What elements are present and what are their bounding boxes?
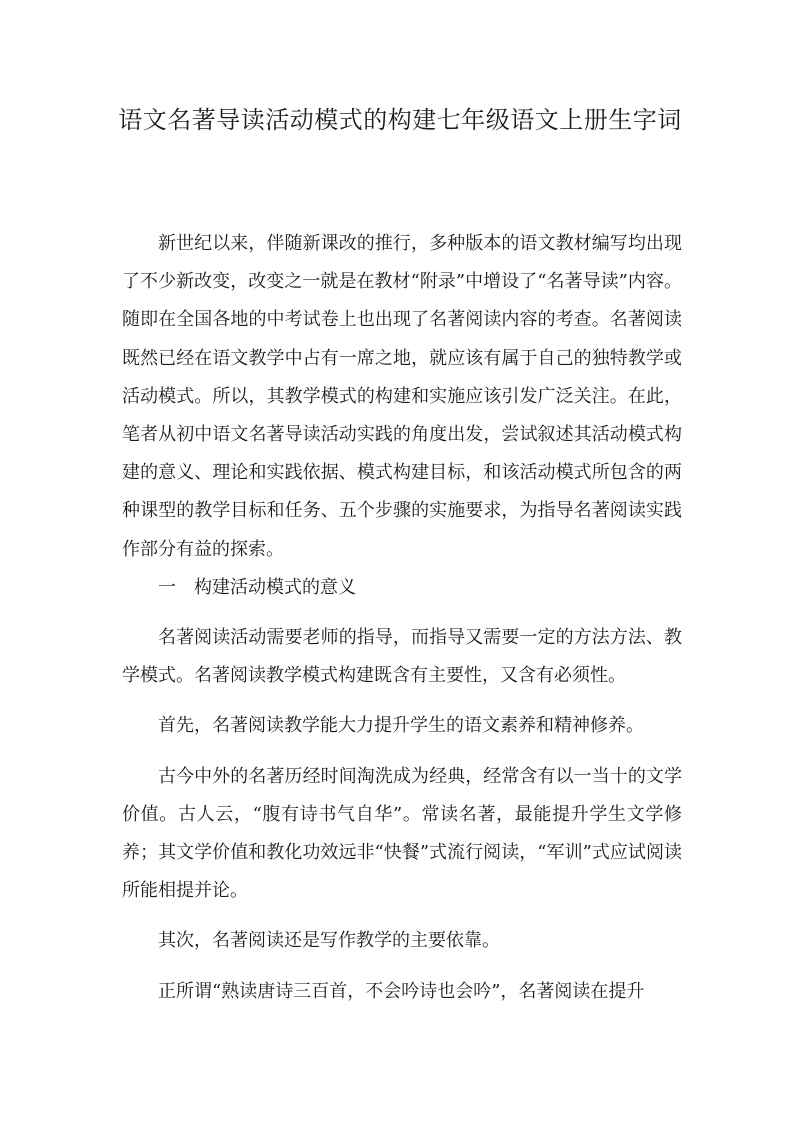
paragraph-second: 其次，名著阅读还是写作教学的主要依靠。 [158, 930, 500, 952]
paragraph-guidance: 名著阅读活动需要老师的指导，而指导又需要一定的方法方法、教学模式。名著阅读教学模式构建既含有主要性，又含有必须性。 [122, 627, 682, 687]
section-heading: 一 构建活动模式的意义 [158, 576, 356, 598]
paragraph-intro: 新世纪以来，伴随新课改的推行，多种版本的语文教材编写均出现了不少新改变，改变之一就是在教材“附录”中增设了“名著导读”内容。随即在全国各地的中考试卷上也出现了名著阅读内容的考查。名著阅读既然已经在语文教学中占有一席之地，就应该有属于自己的独特教学或活动模式。所以，其教学模式的构建和实施应该引发广泛关注。在此，笔者从初中语文名著导读活动实践的角度出发，尝试叙述其活动模式构建的意义、理论和实践依据、模式构建目标，和该活动模式所包含的两种课型的教学目标和任务、五个步骤的实施要求，为指导名著阅读实践作部分有益的探索。 [122, 233, 682, 560]
document-title: 语文名著导读活动模式的构建七年级语文上册生字词 [118, 106, 682, 134]
paragraph-first: 首先，名著阅读教学能大力提升学生的语文素养和精神修养。 [158, 715, 644, 737]
document-body [122, 225, 682, 1011]
paragraph-classics: 古今中外的名著历经时间淘洗成为经典，经常含有以一当十的文学价值。古人云，“腹有诗书气自华”。常读名著，最能提升学生文学修养；其文学价值和教化功效远非“快餐”式流行阅读，“军训”式应试阅读所能相提并论。 [122, 765, 682, 902]
paragraph-poetry: 正所谓“熟读唐诗三百首，不会吟诗也会吟”，名著阅读在提升 [158, 980, 645, 1002]
